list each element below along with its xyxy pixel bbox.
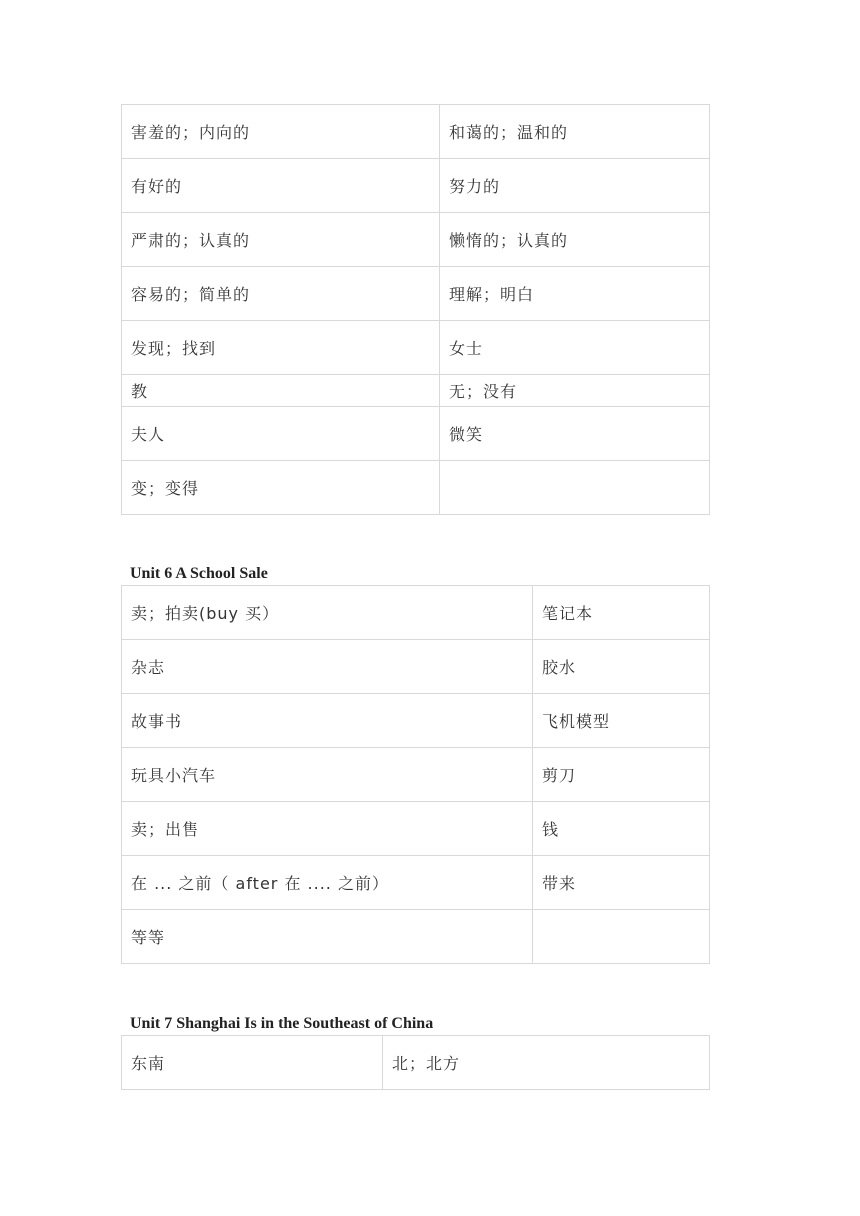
- table-cell: 卖；拍卖(buy 买）: [122, 586, 533, 640]
- table-cell: 变；变得: [122, 461, 440, 515]
- table-cell: 发现；找到: [122, 321, 440, 375]
- table-row: [122, 375, 710, 407]
- table-cell: [440, 461, 710, 515]
- table-cell: 带来: [533, 856, 710, 910]
- table-row: [122, 213, 710, 267]
- table-cell: 微笑: [440, 407, 710, 461]
- table-cell: 卖；出售: [122, 802, 533, 856]
- table-cell: 笔记本: [533, 586, 710, 640]
- table-cell: 懒惰的；认真的: [440, 213, 710, 267]
- table-cell: 教: [122, 375, 440, 407]
- table-row: [122, 640, 710, 694]
- table-cell: 害羞的；内向的: [122, 105, 440, 159]
- table-row: [122, 748, 710, 802]
- table-cell: 等等: [122, 910, 533, 964]
- table-cell: 故事书: [122, 694, 533, 748]
- table-cell: 和蔼的；温和的: [440, 105, 710, 159]
- table-cell: 严肃的；认真的: [122, 213, 440, 267]
- table-cell: 女士: [440, 321, 710, 375]
- table-row: [122, 694, 710, 748]
- table-row: [122, 105, 710, 159]
- table-row: [122, 407, 710, 461]
- table-cell: 有好的: [122, 159, 440, 213]
- vocab-table-unit7: [121, 1035, 710, 1090]
- table-cell: 玩具小汽车: [122, 748, 533, 802]
- vocab-table-unit6: [121, 585, 710, 964]
- table-row: [122, 461, 710, 515]
- table-cell: 飞机模型: [533, 694, 710, 748]
- table-cell: 理解；明白: [440, 267, 710, 321]
- table-row: [122, 910, 710, 964]
- table-row: [122, 1036, 710, 1090]
- table-row: [122, 802, 710, 856]
- table-row: [122, 159, 710, 213]
- table-cell: 无；没有: [440, 375, 710, 407]
- table-row: [122, 321, 710, 375]
- table-cell: 钱: [533, 802, 710, 856]
- table-cell: 东南: [122, 1036, 383, 1090]
- unit7-heading: Unit 7 Shanghai Is in the Southeast of China: [130, 1015, 434, 1032]
- table-cell: 杂志: [122, 640, 533, 694]
- table-row: [122, 586, 710, 640]
- table-row: [122, 856, 710, 910]
- table-cell: 努力的: [440, 159, 710, 213]
- table-cell: 胶水: [533, 640, 710, 694]
- table-cell: 在 ... 之前（ after 在 .... 之前）: [122, 856, 533, 910]
- table-cell: 剪刀: [533, 748, 710, 802]
- table-cell: [533, 910, 710, 964]
- table-cell: 夫人: [122, 407, 440, 461]
- table-cell: 容易的；简单的: [122, 267, 440, 321]
- table-row: [122, 267, 710, 321]
- table-cell: 北；北方: [383, 1036, 710, 1090]
- vocab-table-unit5: [121, 104, 710, 515]
- unit6-heading: Unit 6 A School Sale: [130, 565, 268, 582]
